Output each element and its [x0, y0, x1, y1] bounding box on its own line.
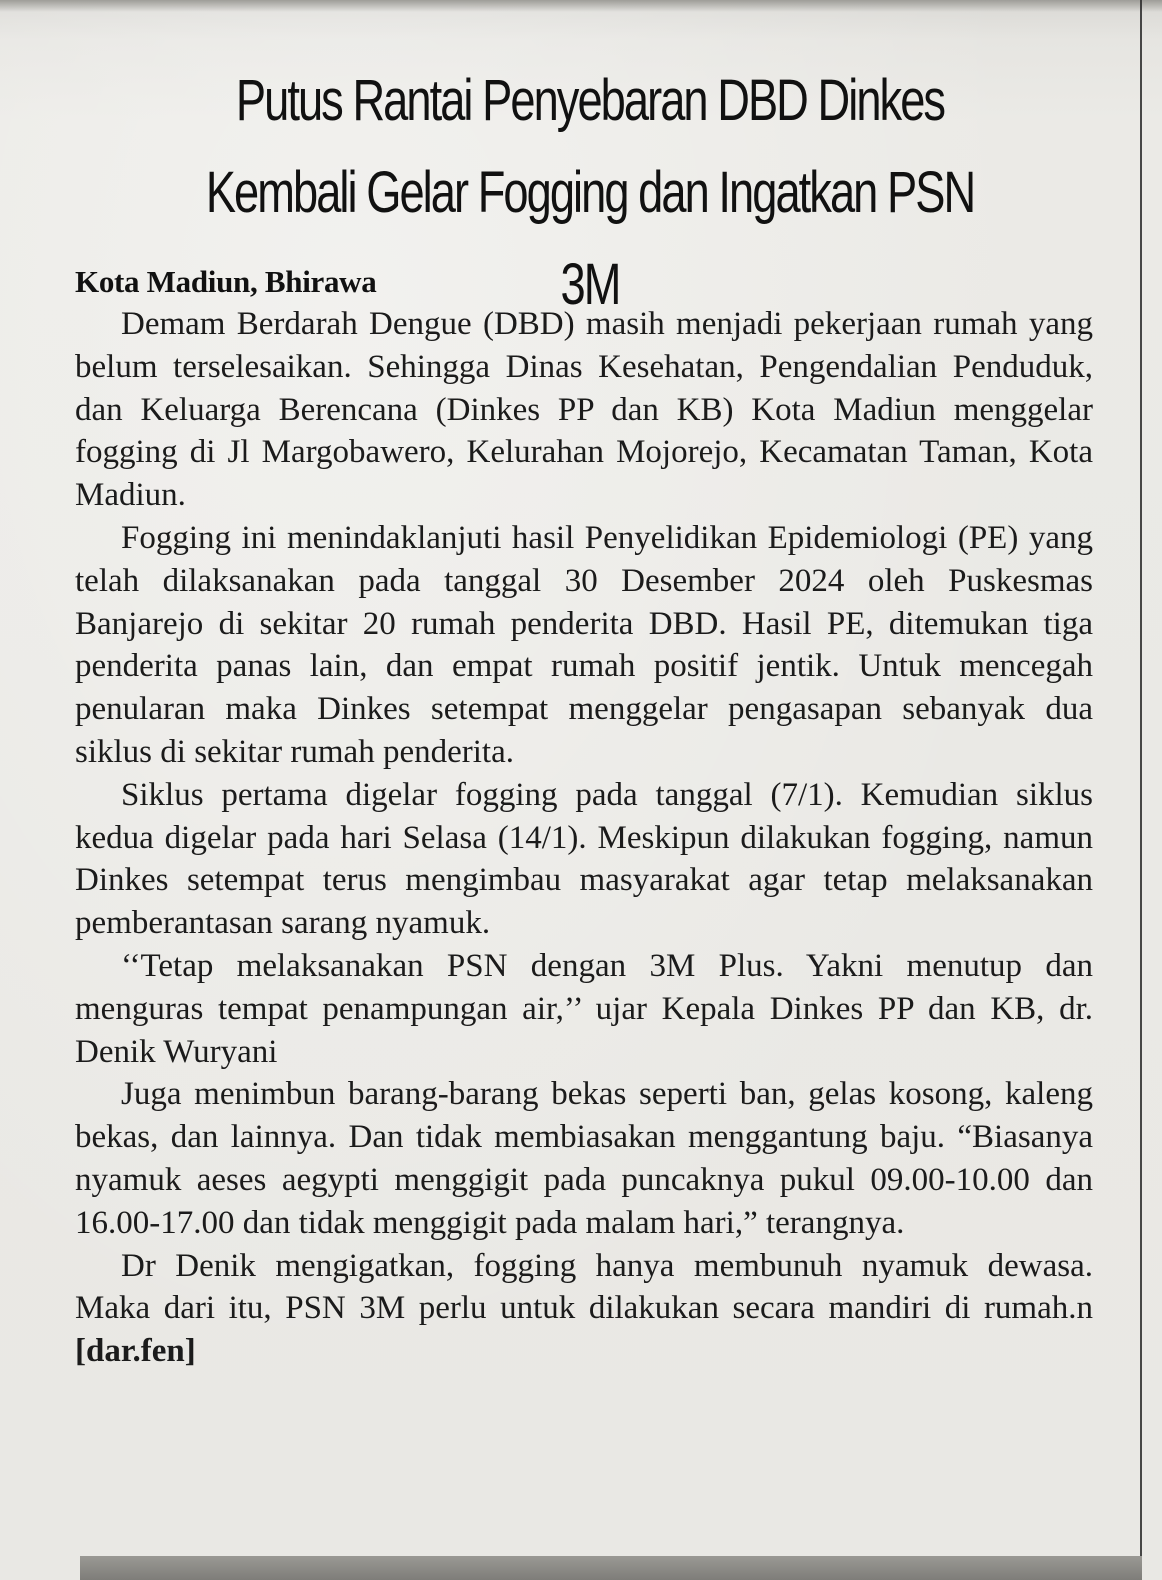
article-body [75, 303, 1093, 1373]
article-dateline: Kota Madiun, Bhirawa [75, 264, 377, 299]
article-paragraph-last [75, 1245, 1093, 1373]
article-paragraph: Demam Berdarah Dengue (DBD) masih menjadi pekerjaan rumah yang belum terselesaikan. Sehingga Dinas Kesehatan, Pengendalian Penduduk, dan Keluarga Berencana (Dinkes PP dan KB) Kota Madiun menggelar fogging di Jl Margobawero, Kelurahan Mojorejo, Kecamatan Taman, Kota Madiun. [75, 306, 1093, 514]
author-byline: [dar.fen] [75, 1333, 196, 1370]
article-paragraph: Siklus pertama digelar fogging pada tanggal (7/1). Kemudian siklus kedua digelar pada hari Selasa (14/1). Meskipun dilakukan fogging, namun Dinkes setempat terus mengimbau masyarakat agar tetap melaksanakan pemberantasan sarang nyamuk. [75, 776, 1093, 942]
article-headline: Putus Rantai Penyebaran DBD Dinkes Kembali Gelar Fogging dan Ingatkan PSN 3M [205, 68, 975, 317]
bottom-edge-band [80, 1556, 1142, 1580]
article-paragraph: ‘‘Tetap melaksanakan PSN dengan 3M Plus. Yakni menutup dan menguras tempat penampungan air,’’ ujar Kepala Dinkes PP dan KB, dr. Denik Wuryani [75, 947, 1093, 1070]
article-paragraph-text: Dr Denik mengigatkan, fogging hanya membunuh nyamuk dewasa. Maka dari itu, PSN 3M perlu untuk dilakukan secara mandiri di rumah.n [75, 1247, 1093, 1327]
top-edge-shadow [0, 0, 1162, 12]
article-paragraph: Juga menimbun barang-barang bekas seperti ban, gelas kosong, kaleng bekas, dan lainnya. Dan tidak membiasakan menggantung baju. “Biasanya nyamuk aeses aegypti menggigit pada puncaknya pukul 09.00-10.00 dan 16.00-17.00 dan tidak menggigit pada malam hari,” terangnya. [75, 1076, 1093, 1241]
column-divider-rule [1140, 0, 1142, 1580]
article-paragraph: Fogging ini menindaklanjuti hasil Penyelidikan Epidemiologi (PE) yang telah dilaksanakan pada tanggal 30 Desember 2024 oleh Puskesmas Banjarejo di sekitar 20 rumah penderita DBD. Hasil PE, ditemukan tiga penderita panas lain, dan empat rumah positif jentik. Untuk mencegah penularan maka Dinkes setempat menggelar pengasapan sebanyak dua siklus di sekitar rumah penderita. [75, 519, 1093, 770]
